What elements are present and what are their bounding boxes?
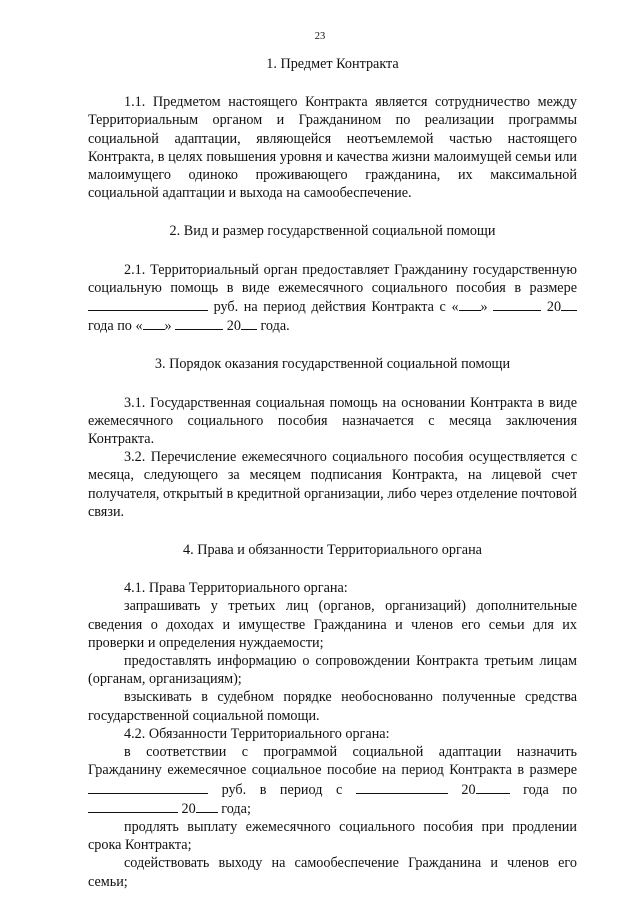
start-month-blank xyxy=(493,297,541,311)
right-item-3: взыскивать в судебном порядке необоснованно полученные средства государственной социальной помощи. xyxy=(88,689,577,724)
clause-2-1-text-d: 20 xyxy=(546,299,562,316)
clause-2-1-text-a: 2.1. Территориальный орган предоставляет Гражданину государственную социальную помощь в виде ежемесячного социального пособия в размере xyxy=(88,261,577,296)
end-year-blank xyxy=(241,316,257,330)
clause-2-1-text-b: руб. на период действия Контракта с « xyxy=(213,299,459,316)
clause-2-1-text-h: года. xyxy=(260,318,290,335)
duty-1-text-a: в соответствии с программой социальной адаптации назначить Гражданину ежемесячное социальное пособие на период Контракта в размере xyxy=(88,744,577,779)
end-day-blank xyxy=(143,316,165,330)
period-start-year-blank xyxy=(476,780,510,794)
section-2-heading: 2. Вид и размер государственной социальной помощи xyxy=(169,223,496,240)
page-number: 23 xyxy=(314,31,326,42)
clause-2-1-text-f: » xyxy=(164,318,172,335)
duty-amount-blank xyxy=(88,780,208,794)
duty-item-2: продлять выплату ежемесячного социального пособия при продлении срока Контракта; xyxy=(88,818,577,854)
duty-1-text-f: года; xyxy=(221,800,251,817)
start-day-blank xyxy=(459,297,481,311)
clause-2-1-text-e: года по « xyxy=(88,318,143,335)
right-item-1: запрашивать у третьих лиц (органов, организаций) дополнительные сведения о доходах и имуществе Гражданина и членов его семьи для их проверки и определения нуждаемости; xyxy=(88,598,577,651)
duties-title: 4.2. Обязанности Территориального органа: xyxy=(124,725,390,742)
period-start-blank xyxy=(356,780,448,794)
clause-1-1: 1.1. Предметом настоящего Контракта является сотрудничество между Территориальным органом и Гражданином по реализации программы социальной адаптации, являющейся неотъемлемой частью настоящего Контракта, в целях повышения уровня и качества жизни малоимущей семьи или малоимущего одиноко проживающего гражданина, их максимальной социальной адаптации и выхода на самообеспечение. xyxy=(88,94,577,202)
rights-title: 4.1. Права Территориального органа: xyxy=(124,580,348,597)
amount-blank xyxy=(88,297,208,311)
duty-1-text-b: руб. в период с xyxy=(221,781,343,798)
period-end-year-blank xyxy=(196,799,218,813)
duty-1-text-e: 20 xyxy=(181,800,196,817)
section-4-heading: 4. Права и обязанности Территориального органа xyxy=(183,542,482,559)
end-month-blank xyxy=(175,316,223,330)
clause-2-1-text-g: 20 xyxy=(226,318,241,335)
duty-item-1 xyxy=(88,743,577,818)
clause-2-1-text-c: » xyxy=(480,299,488,316)
duty-1-text-d: года по xyxy=(523,781,578,798)
duty-item-3: содействовать выходу на самообеспечение Гражданина и членов его семьи; xyxy=(88,855,577,890)
section-1-heading: 1. Предмет Контракта xyxy=(266,56,399,72)
duty-1-text-c: 20 xyxy=(461,781,476,798)
right-item-2: предоставлять информацию о сопровождении Контракта третьим лицам (органам, организациям); xyxy=(88,653,577,688)
start-year-blank xyxy=(561,297,577,311)
period-end-blank xyxy=(88,799,178,813)
section-3-heading: 3. Порядок оказания государственной социальной помощи xyxy=(154,356,511,373)
clause-3-2: 3.2. Перечисление ежемесячного социального пособия осуществляется с месяца, следующего за месяцем подписания Контракта, на лицевой счет получателя, открытый в кредитной организации, либо через отделение почтовой связи. xyxy=(88,449,577,520)
clause-3-1: 3.1. Государственная социальная помощь на основании Контракта в виде ежемесячного социального пособия назначается с месяца заключения Контракта. xyxy=(88,394,577,448)
document-body xyxy=(88,55,577,891)
clause-2-1 xyxy=(88,261,577,336)
